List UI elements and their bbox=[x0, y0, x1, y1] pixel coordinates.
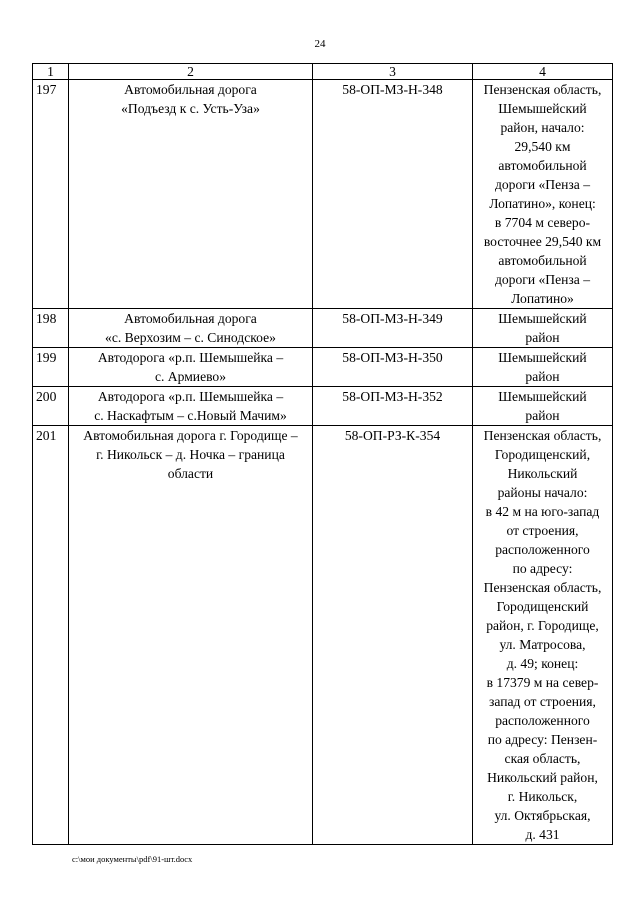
road-location-line: восточнее 29,540 км bbox=[483, 234, 602, 249]
road-name-line: «Подъезд к с. Усть-Уза» bbox=[121, 101, 260, 116]
road-location-line: район bbox=[525, 408, 560, 423]
road-name-line: Автодорога «р.п. Шемышейка – bbox=[97, 350, 284, 365]
road-location-line: в 7704 м северо- bbox=[494, 215, 591, 230]
road-code: 58-ОП-МЗ-Н-350 bbox=[313, 348, 473, 387]
road-location-line: дороги «Пенза – bbox=[494, 272, 591, 287]
road-name-line: с. Армиево» bbox=[154, 369, 227, 384]
road-location-line: Городищенский bbox=[496, 599, 589, 614]
header-col-4: 4 bbox=[473, 64, 613, 80]
road-location-line: район, начало: bbox=[500, 120, 585, 135]
road-location-line: Пензенская область, bbox=[483, 580, 602, 595]
table-header-row bbox=[33, 64, 613, 80]
road-location-line: ул. Октябрьская, bbox=[494, 808, 591, 823]
header-col-1: 1 bbox=[33, 64, 69, 80]
road-location-line: по адресу: bbox=[512, 561, 573, 576]
road-location-line: районы начало: bbox=[497, 485, 588, 500]
road-location bbox=[473, 80, 613, 309]
road-location-line: ул. Матросова, bbox=[499, 637, 586, 652]
road-name-line: Автодорога «р.п. Шемышейка – bbox=[97, 389, 284, 404]
road-location-line: Лопатино», конец: bbox=[489, 196, 596, 211]
road-location-line: Шемышейский bbox=[498, 350, 587, 365]
road-location-line: район bbox=[525, 369, 560, 384]
page-number: 24 bbox=[314, 38, 326, 50]
row-number: 197 bbox=[33, 80, 69, 309]
table-row bbox=[33, 387, 613, 426]
road-location bbox=[473, 387, 613, 426]
row-number: 201 bbox=[33, 426, 69, 845]
road-code: 58-ОП-МЗ-Н-349 bbox=[313, 309, 473, 348]
table-row bbox=[33, 426, 613, 845]
road-location-line: район, г. Городище, bbox=[486, 618, 599, 633]
row-number: 200 bbox=[33, 387, 69, 426]
table-row bbox=[33, 80, 613, 309]
road-name-line: с. Наскафтым – с.Новый Мачим» bbox=[94, 408, 287, 423]
road-location-line: расположенного bbox=[495, 713, 590, 728]
table-row bbox=[33, 309, 613, 348]
road-name bbox=[69, 426, 313, 845]
table-row bbox=[33, 348, 613, 387]
header-col-3: 3 bbox=[313, 64, 473, 80]
road-location-line: Пензенская область, bbox=[483, 428, 602, 443]
road-name-line: Автомобильная дорога г. Городище – bbox=[83, 428, 298, 443]
road-location-line: по адресу: Пензен- bbox=[487, 732, 598, 747]
footer-file-path: c:\мои документы\pdf\91-шт.docx bbox=[72, 854, 193, 864]
road-name-line: Автомобильная дорога bbox=[124, 82, 257, 97]
road-code: 58-ОП-МЗ-Н-348 bbox=[313, 80, 473, 309]
header-col-2: 2 bbox=[69, 64, 313, 80]
road-name-line: г. Никольск – д. Ночка – граница bbox=[96, 447, 285, 462]
road-location-line: запад от строения, bbox=[489, 694, 596, 709]
road-name-line: «с. Верхозим – с. Синодское» bbox=[105, 330, 276, 345]
road-name bbox=[69, 80, 313, 309]
road-location-line: Шемышейский bbox=[498, 389, 587, 404]
road-name bbox=[69, 309, 313, 348]
road-location-line: д. 49; конец: bbox=[506, 656, 579, 671]
road-location-line: автомобильной bbox=[498, 158, 587, 173]
road-location-line: Городищенский, bbox=[494, 447, 591, 462]
road-location-line: Лопатино» bbox=[511, 291, 574, 306]
road-location-line: г. Никольск, bbox=[507, 789, 578, 804]
row-number: 199 bbox=[33, 348, 69, 387]
road-location-line: ская область, bbox=[504, 751, 581, 766]
road-name bbox=[69, 348, 313, 387]
road-location-line: расположенного bbox=[495, 542, 590, 557]
road-location-line: автомобильной bbox=[498, 253, 587, 268]
road-location-line: д. 431 bbox=[525, 827, 560, 842]
road-location-line: дороги «Пенза – bbox=[494, 177, 591, 192]
road-name-line: Автомобильная дорога bbox=[124, 311, 257, 326]
road-location bbox=[473, 309, 613, 348]
road-location bbox=[473, 348, 613, 387]
road-location-line: Пензенская область, bbox=[483, 82, 602, 97]
road-location-line: в 17379 м на север- bbox=[486, 675, 599, 690]
road-location-line: район bbox=[525, 330, 560, 345]
table-body bbox=[33, 80, 613, 845]
road-name bbox=[69, 387, 313, 426]
roads-table bbox=[32, 63, 613, 845]
road-code: 58-ОП-РЗ-К-354 bbox=[313, 426, 473, 845]
road-location-line: от строения, bbox=[506, 523, 579, 538]
road-location bbox=[473, 426, 613, 845]
road-code: 58-ОП-МЗ-Н-352 bbox=[313, 387, 473, 426]
road-location-line: в 42 м на юго-запад bbox=[485, 504, 600, 519]
road-location-line: Шемышейский bbox=[498, 101, 587, 116]
road-name-line: области bbox=[167, 466, 214, 481]
road-location-line: Никольский район, bbox=[487, 770, 598, 785]
road-location-line: 29,540 км bbox=[514, 139, 571, 154]
row-number: 198 bbox=[33, 309, 69, 348]
road-location-line: Никольский bbox=[507, 466, 578, 481]
road-location-line: Шемышейский bbox=[498, 311, 587, 326]
